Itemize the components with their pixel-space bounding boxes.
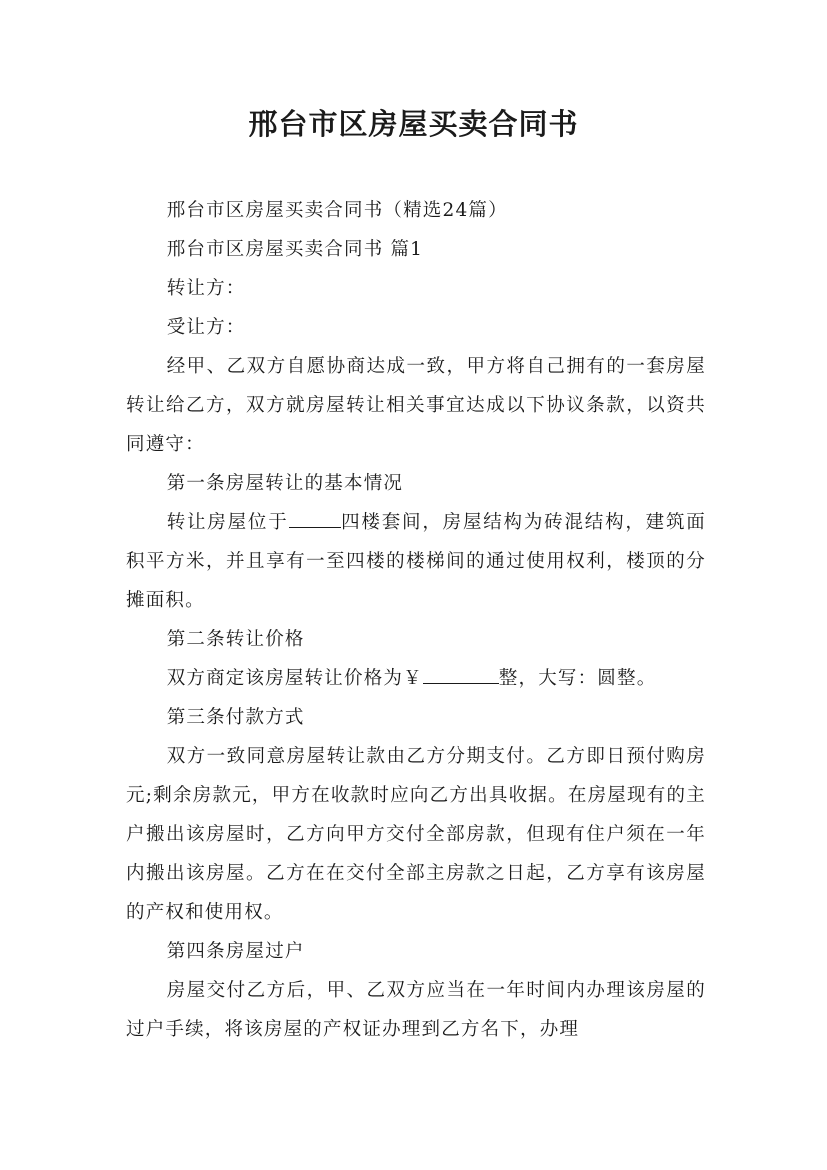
article-3-paragraph: 双方一致同意房屋转让款由乙方分期支付。乙方即日预付购房元;剩余房款元，甲方在收款时应向乙方出具收据。在房屋现有的主户搬出该房屋时，乙方向甲方交付全部房款，但现有住户须在一年内搬出该房屋。乙方在在交付全部主房款之日起，乙方享有该房屋的产权和使用权。	[126, 746, 706, 923]
article-4-title: 第四条房屋过户	[166, 941, 305, 962]
article-1-text-end: 四楼套间，房屋结构为砖混结构，建筑面积平方米，并且享有一至四楼的楼梯间的通过使用权利，楼顶的分摊面积。	[126, 512, 706, 611]
article-2-paragraph	[126, 659, 706, 698]
article-2-title: 第二条转让价格	[166, 629, 305, 650]
article-1-title: 第一条房屋转让的基本情况	[166, 473, 404, 494]
section-title: 邢台市区房屋买卖合同书 篇1	[166, 239, 424, 260]
article-2-text-start: 双方商定该房屋转让价格为￥	[166, 668, 423, 689]
transferee-line: 受让方：	[166, 317, 246, 338]
document-title: 邢台市区房屋买卖合同书	[248, 107, 579, 141]
article-1-paragraph	[126, 503, 706, 620]
intro-title: 邢台市区房屋买卖合同书（精选24篇）	[166, 200, 508, 221]
address-blank	[289, 509, 341, 528]
article-3-title: 第三条付款方式	[166, 707, 305, 728]
article-4-paragraph: 房屋交付乙方后，甲、乙双方应当在一年时间内办理该房屋的过户手续，将该房屋的产权证办理到乙方名下，办理	[126, 980, 706, 1040]
article-2-text-end: 整，大写：圆整。	[498, 668, 657, 689]
article-1-text-start: 转让房屋位于	[166, 512, 289, 533]
preamble-paragraph: 经甲、乙双方自愿协商达成一致，甲方将自己拥有的一套房屋转让给乙方，双方就房屋转让相关事宜达成以下协议条款，以资共同遵守：	[126, 356, 706, 455]
transferor-line: 转让方：	[166, 278, 246, 299]
document-body	[126, 191, 706, 1049]
price-blank	[423, 665, 499, 684]
